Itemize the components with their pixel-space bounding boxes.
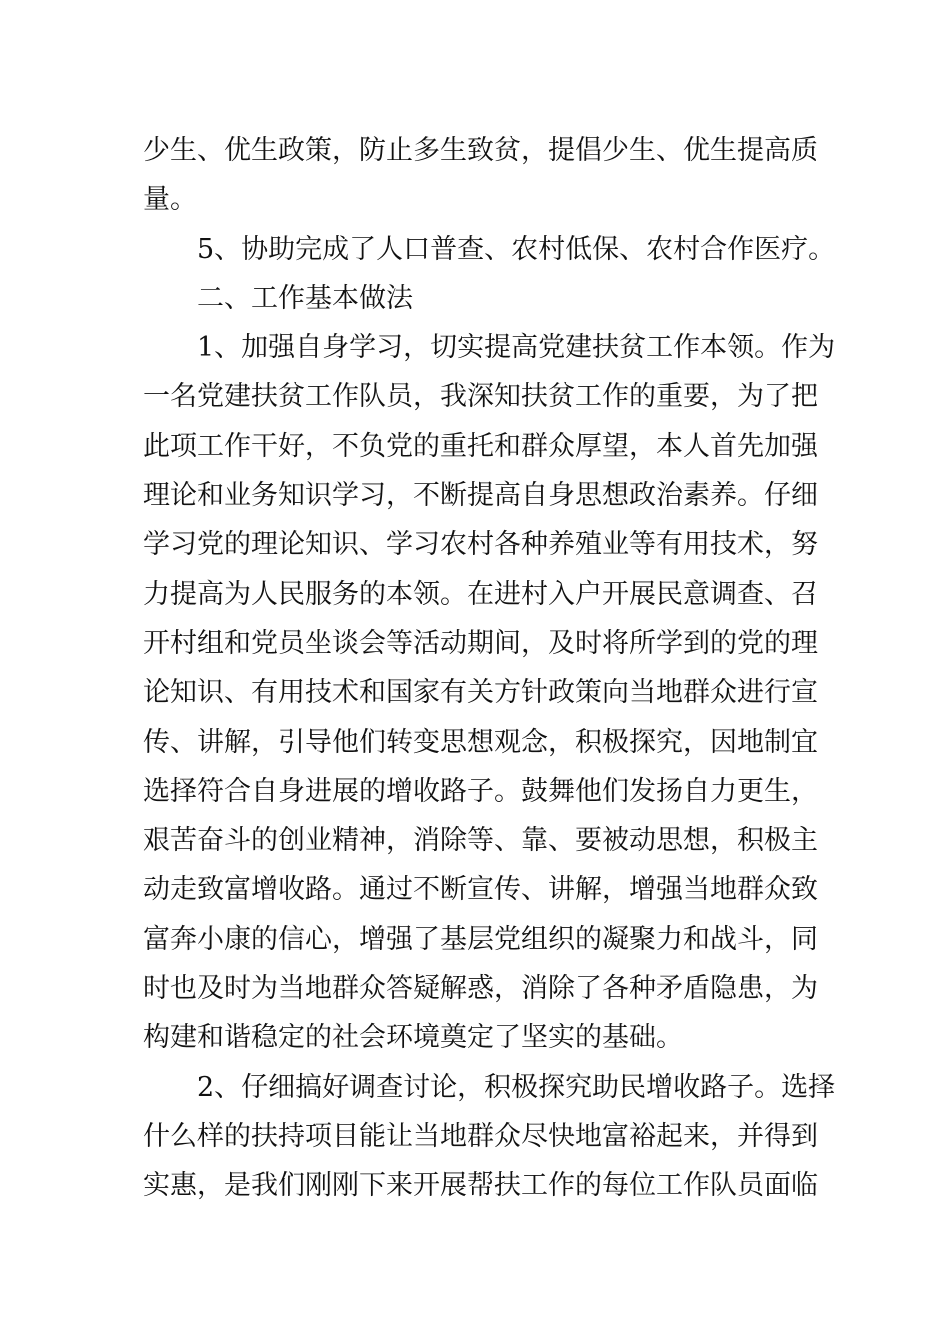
text-line: 此项工作干好，不负党的重托和群众厚望，本人首先加强 xyxy=(143,430,818,462)
text-line: 论知识、有用技术和国家有关方针政策向当地群众进行宣 xyxy=(143,677,818,709)
text-line: 实惠，是我们刚刚下来开展帮扶工作的每位工作队员面临 xyxy=(143,1170,818,1202)
text-line: 时也及时为当地群众答疑解惑，消除了各种矛盾隐患，为 xyxy=(143,973,818,1005)
text-line: 什么样的扶持项目能让当地群众尽快地富裕起来，并得到 xyxy=(143,1120,818,1152)
text-line: 动走致富增收路。通过不断宣传、讲解，增强当地群众致 xyxy=(143,874,818,906)
section-heading: 二、工作基本做法 xyxy=(197,282,413,314)
text-line: 开村组和党员坐谈会等活动期间，及时将所学到的党的理 xyxy=(143,627,818,659)
text-line: 富奔小康的信心，增强了基层党组织的凝聚力和战斗，同 xyxy=(143,923,818,955)
text-line: 2、仔细搞好调查讨论，积极探究助民增收路子。选择 xyxy=(197,1071,836,1103)
text-line: 少生、优生政策，防止多生致贫，提倡少生、优生提高质 xyxy=(143,135,818,166)
body-text xyxy=(143,126,836,1211)
text-line: 学习党的理论知识、学习农村各种养殖业等有用技术，努 xyxy=(143,529,818,561)
text-line: 量。 xyxy=(143,184,197,216)
text-line: 选择符合自身进展的增收路子。鼓舞他们发扬自力更生， xyxy=(143,775,818,807)
text-line: 力提高为人民服务的本领。在进村入户开展民意调查、召 xyxy=(143,578,818,610)
text-line: 一名党建扶贫工作队员，我深知扶贫工作的重要，为了把 xyxy=(143,381,818,413)
text-line: 理论和业务知识学习，不断提高自身思想政治素养。仔细 xyxy=(143,480,818,512)
text-line: 5、协助完成了人口普查、农村低保、农村合作医疗。 xyxy=(197,233,836,265)
text-line: 传、讲解，引导他们转变思想观念，积极探究，因地制宜 xyxy=(143,726,818,758)
text-line: 构建和谐稳定的社会环境奠定了坚实的基础。 xyxy=(143,1022,683,1054)
text-line: 艰苦奋斗的创业精神，消除等、靠、要被动思想，积极主 xyxy=(143,825,818,857)
text-line: 1、加强自身学习，切实提高党建扶贫工作本领。作为 xyxy=(197,332,836,364)
